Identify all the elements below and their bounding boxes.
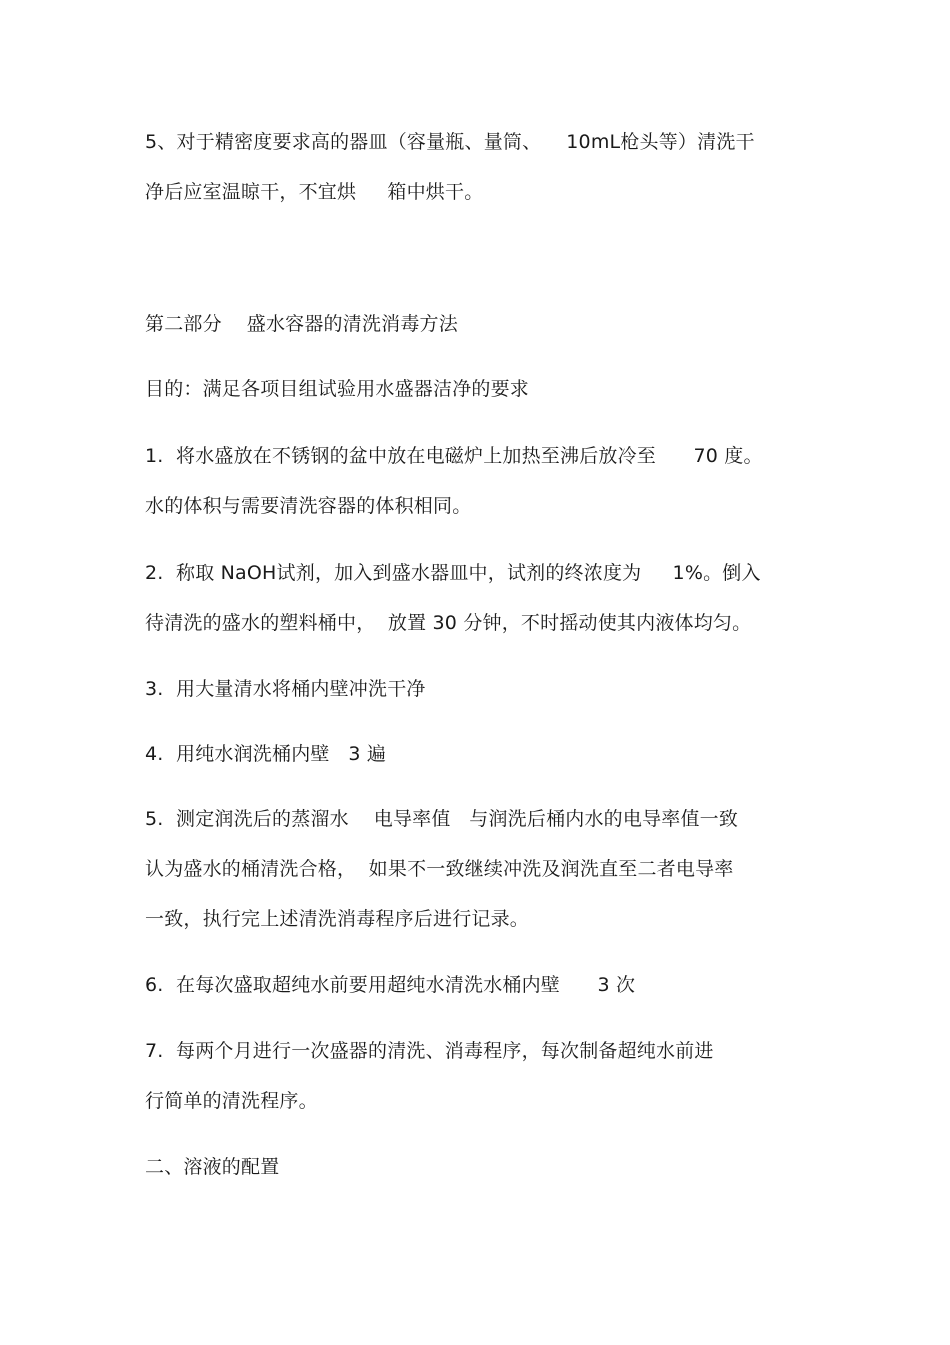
list-item: 4. 用纯水润洗桶内壁 3 遍 xyxy=(145,743,387,765)
list-item: 1. 将水盛放在不锈钢的盆中放在电磁炉上加热至沸后放冷至 70 度。 xyxy=(145,445,763,467)
text-line: 目的：满足各项目组试验用水盛器洁净的要求 xyxy=(145,378,530,400)
text-line: 认为盛水的桶清洗合格， 如果不一致继续冲洗及润洗直至二者电导率 xyxy=(145,858,734,880)
text-line: 行简单的清洗程序。 xyxy=(145,1090,318,1112)
list-item: 3. 用大量清水将桶内壁冲洗干净 xyxy=(145,678,426,700)
list-item: 7. 每两个月进行一次盛器的清洗、消毒程序，每次制备超纯水前进 xyxy=(145,1040,714,1062)
text-line: 水的体积与需要清洗容器的体积相同。 xyxy=(145,495,472,517)
list-item: 6. 在每次盛取超纯水前要用超纯水清洗水桶内壁 3 次 xyxy=(145,974,636,996)
text-line: 一致，执行完上述清洗消毒程序后进行记录。 xyxy=(145,908,530,930)
text-line: 待清洗的盛水的塑料桶中， 放置 30 分钟，不时摇动使其内液体均匀。 xyxy=(145,612,752,634)
section-heading: 二、溶液的配置 xyxy=(145,1156,280,1178)
list-item: 5. 测定润洗后的蒸溜水 电导率值 与润洗后桶内水的电导率值一致 xyxy=(145,808,739,830)
text-line: 净后应室温晾干，不宜烘 箱中烘干。 xyxy=(145,181,484,203)
section-heading: 第二部分 盛水容器的清洗消毒方法 xyxy=(145,313,458,335)
list-item: 2. 称取 NaOH试剂，加入到盛水器皿中，试剂的终浓度为 1%。倒入 xyxy=(145,562,761,584)
text-line: 5、对于精密度要求高的器皿（容量瓶、量筒、 10mL枪头等）清洗干 xyxy=(145,131,755,153)
